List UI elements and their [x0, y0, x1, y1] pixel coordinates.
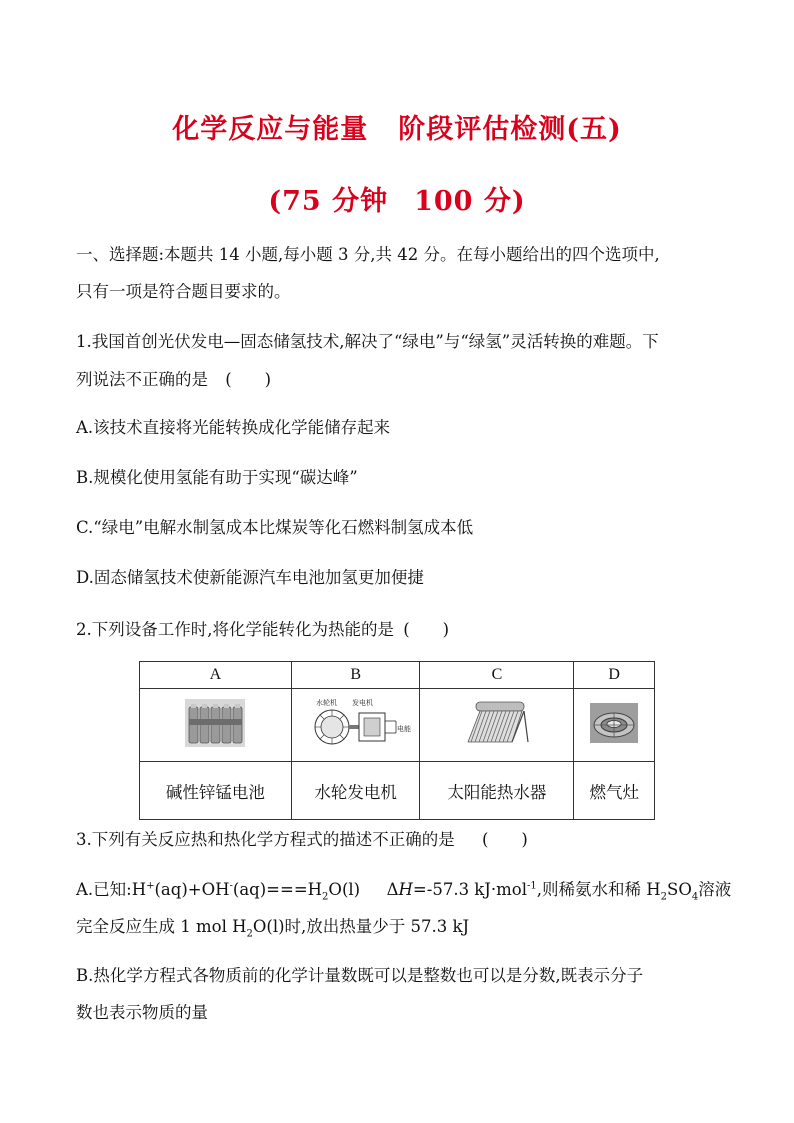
title-subject: 化学反应与能量 [172, 114, 369, 145]
table-image-row [140, 689, 655, 762]
table-header-row [140, 662, 655, 689]
hydro-generator-icon [306, 697, 411, 749]
title-stage: 阶段评估检测(五) [398, 114, 622, 145]
q1-stem-line1: 1.我国首创光伏发电—固态储氢技术,解决了“绿电”与“绿氢”灵活转换的难题。下 [76, 332, 659, 351]
page-title [0, 107, 794, 146]
q1-stem-text: 列说法不正确的是 [76, 370, 208, 389]
gas-stove-icon [590, 703, 638, 743]
q2-stem [76, 620, 726, 640]
q3-stem-text: 3.下列有关反应热和热化学方程式的描述不正确的是 [76, 830, 455, 849]
col-header-d: D [574, 662, 655, 689]
section-instructions-line2: 只有一项是符合题目要求的。 [76, 282, 291, 301]
q3-answer-paren: ( ) [482, 830, 528, 849]
cell-name-c: 太阳能热水器 [420, 762, 574, 820]
q2-answer-paren: ( ) [403, 620, 450, 639]
cell-name-a: 碱性锌锰电池 [140, 762, 292, 820]
time-limit: (75 分钟 [268, 186, 389, 217]
label-generator: 发电机 [351, 699, 373, 707]
battery-icon [185, 699, 245, 747]
q1-option-b: B.规模化使用氢能有助于实现“碳达峰” [76, 468, 358, 487]
q1-option-d: D.固态储氢技术使新能源汽车电池加氢更加便捷 [76, 568, 424, 587]
q1-option-a: A.该技术直接将光能转换成化学能储存起来 [76, 418, 391, 437]
section-instructions-line1: 一、选择题:本题共 14 小题,每小题 3 分,共 42 分。在每小题给出的四个选项中, [76, 245, 660, 264]
col-header-b: B [291, 662, 420, 689]
cell-name-b: 水轮发电机 [291, 762, 420, 820]
page-subtitle [0, 179, 794, 218]
cell-image-a [140, 689, 292, 762]
q3-option-b-line1: B.热化学方程式各物质前的化学计量数既可以是整数也可以是分数,既表示分子 [76, 966, 644, 985]
q3-option-a-line2: 完全反应生成 1 mol $H_2O(l)$时,放出热量少于 57.3 kJ [76, 917, 470, 940]
col-header-a: A [140, 662, 292, 689]
q3-stem [76, 830, 726, 850]
cell-image-c [420, 689, 574, 762]
solar-water-heater-icon [462, 698, 532, 748]
q3-option-b-line2: 数也表示物质的量 [76, 1003, 208, 1022]
q3-option-a-line1: A.已知$:H^+(aq)+OH^-(aq)===H_2O(l)$ ΔH=-57.3 kJ·mol$^{-1}$,则稀氨水和稀 $H_2SO_4$溶液 [76, 880, 732, 903]
cell-image-d [574, 689, 655, 762]
label-power: 电能 [396, 725, 411, 733]
table-name-row [140, 762, 655, 820]
cell-image-b [291, 689, 420, 762]
q1-answer-paren: ( ) [225, 370, 272, 389]
col-header-c: C [420, 662, 574, 689]
q2-options-table [139, 661, 655, 820]
q1-option-c: C.“绿电”电解水制氢成本比煤炭等化石燃料制氢成本低 [76, 518, 474, 537]
cell-name-d: 燃气灶 [574, 762, 655, 820]
q1-stem-line2 [76, 370, 726, 390]
label-turbine: 水轮机 [315, 699, 337, 707]
total-score: 100 分) [414, 186, 526, 217]
q2-stem-text: 2.下列设备工作时,将化学能转化为热能的是 [76, 620, 394, 639]
